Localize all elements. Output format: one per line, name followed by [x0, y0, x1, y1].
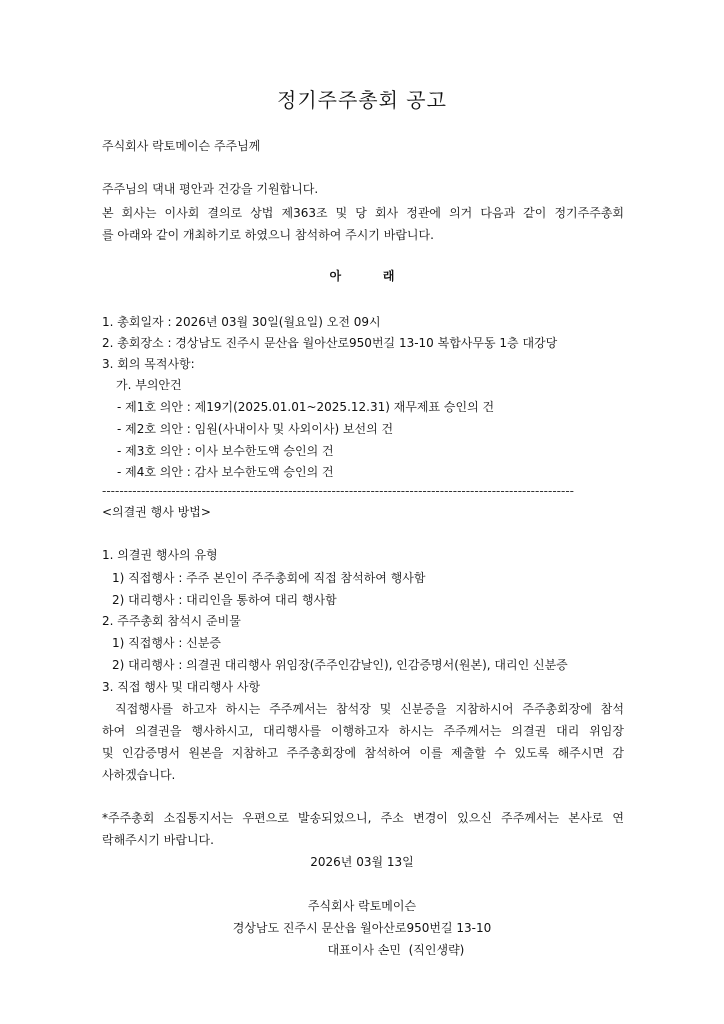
footnote-line: *주주총회 소집통지서는 우편으로 발송되었으니, 주소 변경이 있으신 주주께서는 본사로 연	[102, 811, 624, 825]
notes-line: 하여 의결권을 행사하시고, 대리행사를 이행하고자 하시는 주주께서는 의결권 대리 위임장	[102, 724, 624, 738]
agenda-item: - 제4호 의안 : 감사 보수한도액 승인의 건	[117, 465, 334, 479]
notes-line: 사하겠습니다.	[102, 768, 176, 782]
notes-heading: 3. 직접 행사 및 대리행사 사항	[102, 680, 261, 694]
greeting-line: 를 아래와 같이 개최하기로 하였으니 참석하여 주시기 바랍니다.	[102, 228, 434, 242]
section-heading: 아 래	[329, 269, 395, 283]
prep-heading: 2. 주주총회 참석시 준비물	[102, 614, 241, 628]
voting-type-item: 1) 직접행사 : 주주 본인이 주주총회에 직접 참석하여 행사함	[112, 571, 426, 585]
footnote-line: 락해주시기 바랍니다.	[102, 833, 214, 847]
addressee: 주식회사 락토메이슨 주주님께	[102, 139, 261, 153]
divider: -------------------------------------------------------------------------------------------------------------	[102, 484, 574, 498]
agenda-item: - 제2호 의안 : 임원(사내이사 및 사외이사) 보선의 건	[117, 422, 394, 436]
agenda-item: - 제3호 의안 : 이사 보수한도액 승인의 건	[117, 444, 334, 458]
greeting-line: 본 회사는 이사회 결의로 상법 제363조 및 당 회사 정관에 의거 다음과 같이 정기주주총회	[102, 206, 624, 220]
meeting-date: 1. 총회일자 : 2026년 03월 30일(월요일) 오전 09시	[102, 315, 381, 329]
prep-item: 1) 직접행사 : 신분증	[112, 636, 221, 650]
notice-date: 2026년 03월 13일	[310, 855, 414, 869]
agenda-sub-heading: 가. 부의안건	[116, 378, 182, 392]
page-title: 정기주주총회 공고	[277, 88, 447, 112]
greeting-line: 주주님의 댁내 평안과 건강을 기원합니다.	[102, 182, 319, 196]
notes-line: 및 인감증명서 원본을 지참하고 주주총회장에 참석하여 이를 제출할 수 있도록 해주시면 감	[102, 746, 624, 760]
agenda-item: - 제1호 의안 : 제19기(2025.01.01~2025.12.31) 재무제표 승인의 건	[117, 400, 495, 414]
prep-item: 2) 대리행사 : 의결권 대리행사 위임장(주주인감날인), 인감증명서(원본), 대리인 신분증	[112, 658, 568, 672]
company-name: 주식회사 락토메이슨	[307, 899, 417, 913]
notes-line: 직접행사를 하고자 하시는 주주께서는 참석장 및 신분증을 지참하시어 주주총회장에 참석	[115, 702, 624, 716]
voting-type-item: 2) 대리행사 : 대리인을 통하여 대리 행사함	[112, 593, 337, 607]
company-representative: 대표이사 손민 (직인생략)	[327, 943, 465, 957]
voting-title: <의결권 행사 방법>	[102, 505, 211, 519]
voting-type-heading: 1. 의결권 행사의 유형	[102, 548, 218, 562]
company-address: 경상남도 진주시 문산읍 월아산로950번길 13-10	[232, 921, 492, 935]
meeting-purpose: 3. 회의 목적사항:	[102, 357, 195, 371]
meeting-place: 2. 총회장소 : 경상남도 진주시 문산읍 월아산로950번길 13-10 복합사무동 1층 대강당	[102, 336, 558, 350]
